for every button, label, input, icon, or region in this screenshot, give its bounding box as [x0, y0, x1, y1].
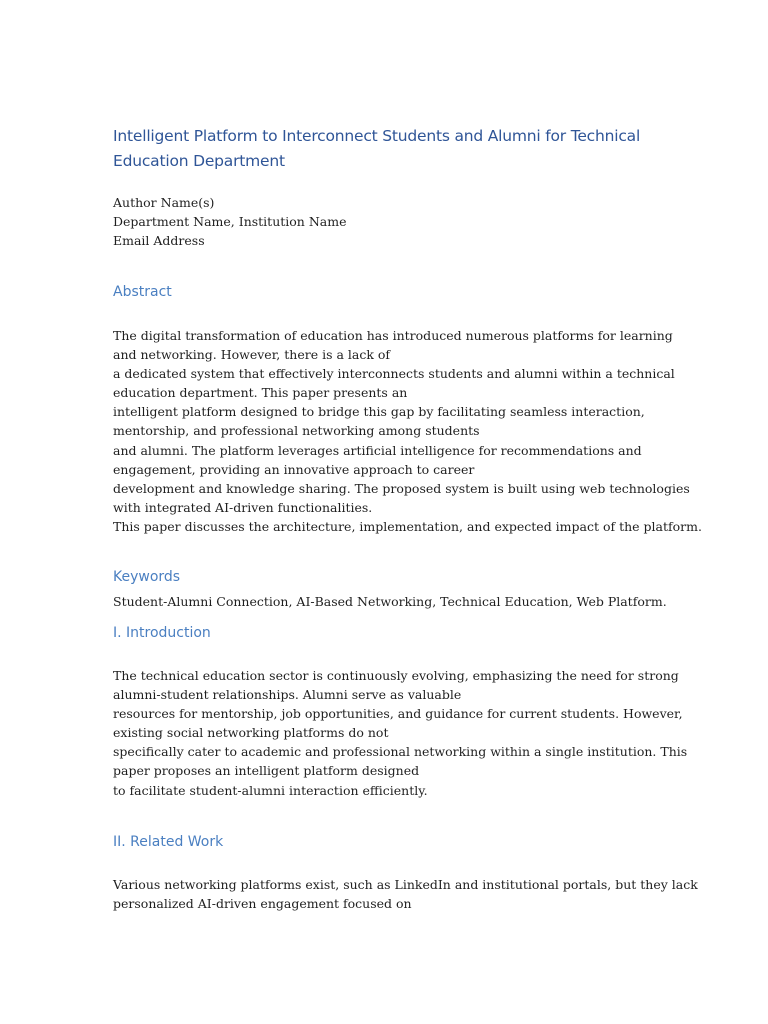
introduction-line: existing social networking platforms do not [113, 725, 389, 741]
paper-title-line: Education Department [113, 152, 285, 170]
related-work-body [113, 875, 698, 913]
author-affiliation: Department Name, Institution Name [113, 214, 347, 229]
introduction-line: The technical education sector is continuously evolving, emphasizing the need for strong [113, 668, 679, 683]
author-email: Email Address [113, 233, 205, 248]
introduction-line: to facilitate student-alumni interaction efficiently. [113, 782, 428, 798]
related-work-heading: II. Related Work [113, 834, 224, 850]
introduction-heading: I. Introduction [113, 625, 211, 641]
keywords-body [113, 592, 693, 611]
introduction-line: paper proposes an intelligent platform designed [113, 763, 420, 779]
abstract-line: engagement, providing an innovative approach to career [113, 461, 475, 477]
abstract-line: intelligent platform designed to bridge this gap by facilitating seamless interaction, [113, 404, 645, 420]
author-name: Author Name(s) [113, 195, 215, 210]
introduction-body [113, 666, 693, 800]
abstract-body [113, 326, 702, 536]
introduction-line: resources for mentorship, job opportunities, and guidance for current students. However, [113, 706, 683, 722]
related-work-line: personalized AI-driven engagement focused on [113, 896, 412, 912]
abstract-line: and networking. However, there is a lack of [113, 347, 391, 363]
abstract-line: mentorship, and professional networking among students [113, 423, 480, 439]
abstract-line: This paper discusses the architecture, implementation, and expected impact of the platform. [113, 518, 702, 534]
related-work-line: Various networking platforms exist, such as LinkedIn and institutional portals, but they lack [113, 877, 698, 892]
keywords-heading: Keywords [113, 569, 181, 585]
paper-title-line: Intelligent Platform to Interconnect Students and Alumni for Technical [113, 127, 641, 145]
introduction-line: alumni-student relationships. Alumni serve as valuable [113, 687, 462, 703]
abstract-line: and alumni. The platform leverages artificial intelligence for recommendations and [113, 442, 642, 458]
keywords-text: Student-Alumni Connection, AI-Based Networking, Technical Education, Web Platform. [113, 594, 667, 609]
abstract-line: with integrated AI-driven functionalities. [113, 499, 373, 515]
abstract-heading: Abstract [113, 284, 172, 300]
introduction-line: specifically cater to academic and professional networking within a single institution. This [113, 744, 688, 760]
abstract-line: a dedicated system that effectively interconnects students and alumni within a technical [113, 366, 675, 382]
abstract-line: education department. This paper presents an [113, 385, 408, 401]
abstract-line: The digital transformation of education has introduced numerous platforms for learning [113, 328, 673, 343]
paper-title [113, 124, 653, 174]
author-block [113, 193, 346, 250]
abstract-line: development and knowledge sharing. The proposed system is built using web technologies [113, 480, 690, 496]
